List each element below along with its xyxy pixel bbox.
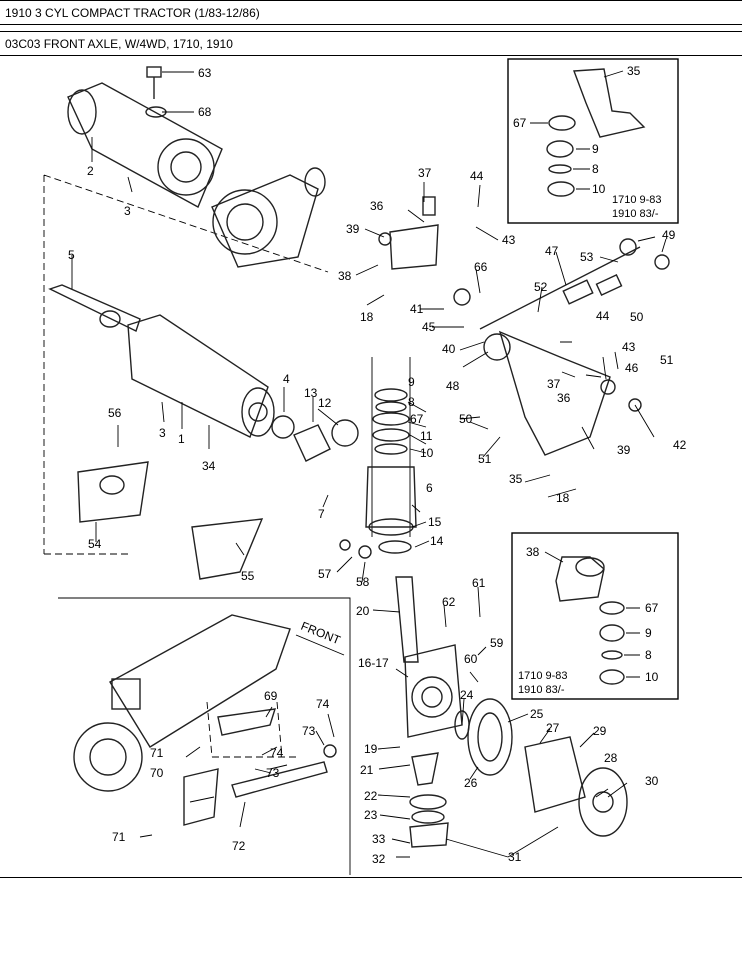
callout-3b: 3	[159, 426, 166, 440]
callout-51: 51	[660, 353, 674, 367]
callout-74: 74	[316, 697, 330, 711]
callout-67: 67	[410, 412, 424, 426]
inset-top-callout-67: 67	[513, 116, 527, 130]
steering-knuckle-upper	[379, 197, 470, 305]
axle-housing-lower	[128, 315, 274, 437]
callout-41: 41	[410, 302, 424, 316]
inset-top-note-1: 1710 9-83	[612, 194, 662, 206]
inset-bottom-callout-10: 10	[645, 670, 659, 684]
vertical-shaft	[340, 540, 418, 662]
callout-50: 50	[630, 310, 644, 324]
callout-16-17: 16-17	[358, 656, 389, 670]
axle-housing-upper	[68, 83, 222, 207]
callout-54: 54	[88, 537, 102, 551]
callout-3: 3	[124, 204, 131, 218]
callout-26: 26	[464, 776, 478, 790]
inset-bottom-callout-67: 67	[645, 601, 659, 615]
callout-74b: 74	[270, 746, 284, 760]
callout-27: 27	[546, 721, 560, 735]
inset-bottom-callout-9: 9	[645, 626, 652, 640]
callout-68: 68	[198, 105, 212, 119]
callout-70: 70	[150, 766, 164, 780]
callout-35: 35	[509, 472, 523, 486]
callout-6: 6	[426, 481, 433, 495]
inset-top-callout-9: 9	[592, 142, 599, 156]
callout-50b: 50	[459, 412, 473, 426]
callout-61: 61	[472, 576, 486, 590]
front-label: FRONT	[298, 618, 343, 648]
callout-19: 19	[364, 742, 378, 756]
callout-42: 42	[673, 438, 687, 452]
callout-43: 43	[502, 233, 516, 247]
inset-bottom-callout-8: 8	[645, 648, 652, 662]
callout-45: 45	[422, 320, 436, 334]
callout-32: 32	[372, 852, 386, 866]
inset-top-callout-35: 35	[627, 64, 641, 78]
callout-21: 21	[360, 763, 374, 777]
parts-diagram	[0, 57, 742, 877]
section-title: 03C03 FRONT AXLE, W/4WD, 1710, 1910	[0, 31, 742, 56]
footer-rule	[0, 877, 742, 878]
callout-44b: 44	[596, 309, 610, 323]
callout-40: 40	[442, 342, 456, 356]
callout-18b: 18	[556, 491, 570, 505]
callout-51b: 51	[478, 452, 492, 466]
callout-29: 29	[593, 724, 607, 738]
callout-38: 38	[338, 269, 352, 283]
callout-33: 33	[372, 832, 386, 846]
callout-37b: 37	[547, 377, 561, 391]
callout-11: 11	[420, 429, 433, 443]
callout-15: 15	[428, 515, 442, 529]
lower-gears	[410, 753, 448, 847]
callout-55: 55	[241, 569, 255, 583]
callout-57: 57	[318, 567, 332, 581]
callout-36b: 36	[557, 391, 571, 405]
final-drive-housing	[405, 645, 462, 737]
callout-5: 5	[68, 248, 75, 262]
callout-44: 44	[470, 169, 484, 183]
callout-13: 13	[304, 386, 318, 400]
callout-18: 18	[360, 310, 374, 324]
axle-shaft	[50, 285, 140, 331]
callout-4: 4	[283, 372, 290, 386]
callout-12: 12	[318, 396, 332, 410]
callout-49: 49	[662, 228, 676, 242]
callout-39b: 39	[617, 443, 631, 457]
callout-8: 8	[408, 395, 415, 409]
callout-24: 24	[460, 688, 474, 702]
callout-59: 59	[490, 636, 504, 650]
subassembly-axle	[74, 615, 290, 791]
callout-71: 71	[150, 746, 164, 760]
inset-top-callout-8: 8	[592, 162, 599, 176]
callout-43b: 43	[622, 340, 636, 354]
callout-52: 52	[534, 280, 548, 294]
callout-10: 10	[420, 446, 434, 460]
callout-7: 7	[318, 507, 325, 521]
callout-69: 69	[264, 689, 278, 703]
callout-46: 46	[625, 361, 639, 375]
callout-60: 60	[464, 652, 478, 666]
callout-66: 66	[474, 260, 488, 274]
callout-47: 47	[545, 244, 559, 258]
callout-14: 14	[430, 534, 444, 548]
alignment-left	[44, 175, 328, 554]
callout-28: 28	[604, 751, 618, 765]
inset-bottom-note-2: 1910 83/-	[518, 684, 565, 696]
inset-top-note-2: 1910 83/-	[612, 208, 659, 220]
mounting-bracket-front	[78, 462, 148, 522]
model-title: 1910 3 CYL COMPACT TRACTOR (1/83-12/86)	[0, 0, 742, 25]
callout-9: 9	[408, 375, 415, 389]
callout-39: 39	[346, 222, 360, 236]
callout-20: 20	[356, 604, 370, 618]
callout-53: 53	[580, 250, 594, 264]
callout-36: 36	[370, 199, 384, 213]
callout-48: 48	[446, 379, 460, 393]
inset-top-callout-10: 10	[592, 182, 606, 196]
callout-58: 58	[356, 575, 370, 589]
callout-25: 25	[530, 707, 544, 721]
callout-71b: 71	[112, 830, 126, 844]
callout-30: 30	[645, 774, 659, 788]
inset-bottom-note-1: 1710 9-83	[518, 670, 568, 682]
callout-1: 1	[178, 432, 185, 446]
callout-31: 31	[508, 850, 522, 864]
callout-56: 56	[108, 406, 122, 420]
callout-37: 37	[418, 166, 432, 180]
callout-63: 63	[198, 66, 212, 80]
callout-34: 34	[202, 459, 216, 473]
callout-2: 2	[87, 164, 94, 178]
callout-22: 22	[364, 789, 378, 803]
o-ring-and-gears	[272, 416, 358, 461]
inset-top-drawing	[530, 69, 644, 196]
callout-72: 72	[232, 839, 246, 853]
inset-bottom-callout-38: 38	[526, 545, 540, 559]
callout-73b: 73	[266, 766, 280, 780]
callout-23: 23	[364, 808, 378, 822]
callout-62: 62	[442, 595, 456, 609]
inset-bottom-drawing	[545, 552, 640, 684]
callout-73: 73	[302, 724, 316, 738]
